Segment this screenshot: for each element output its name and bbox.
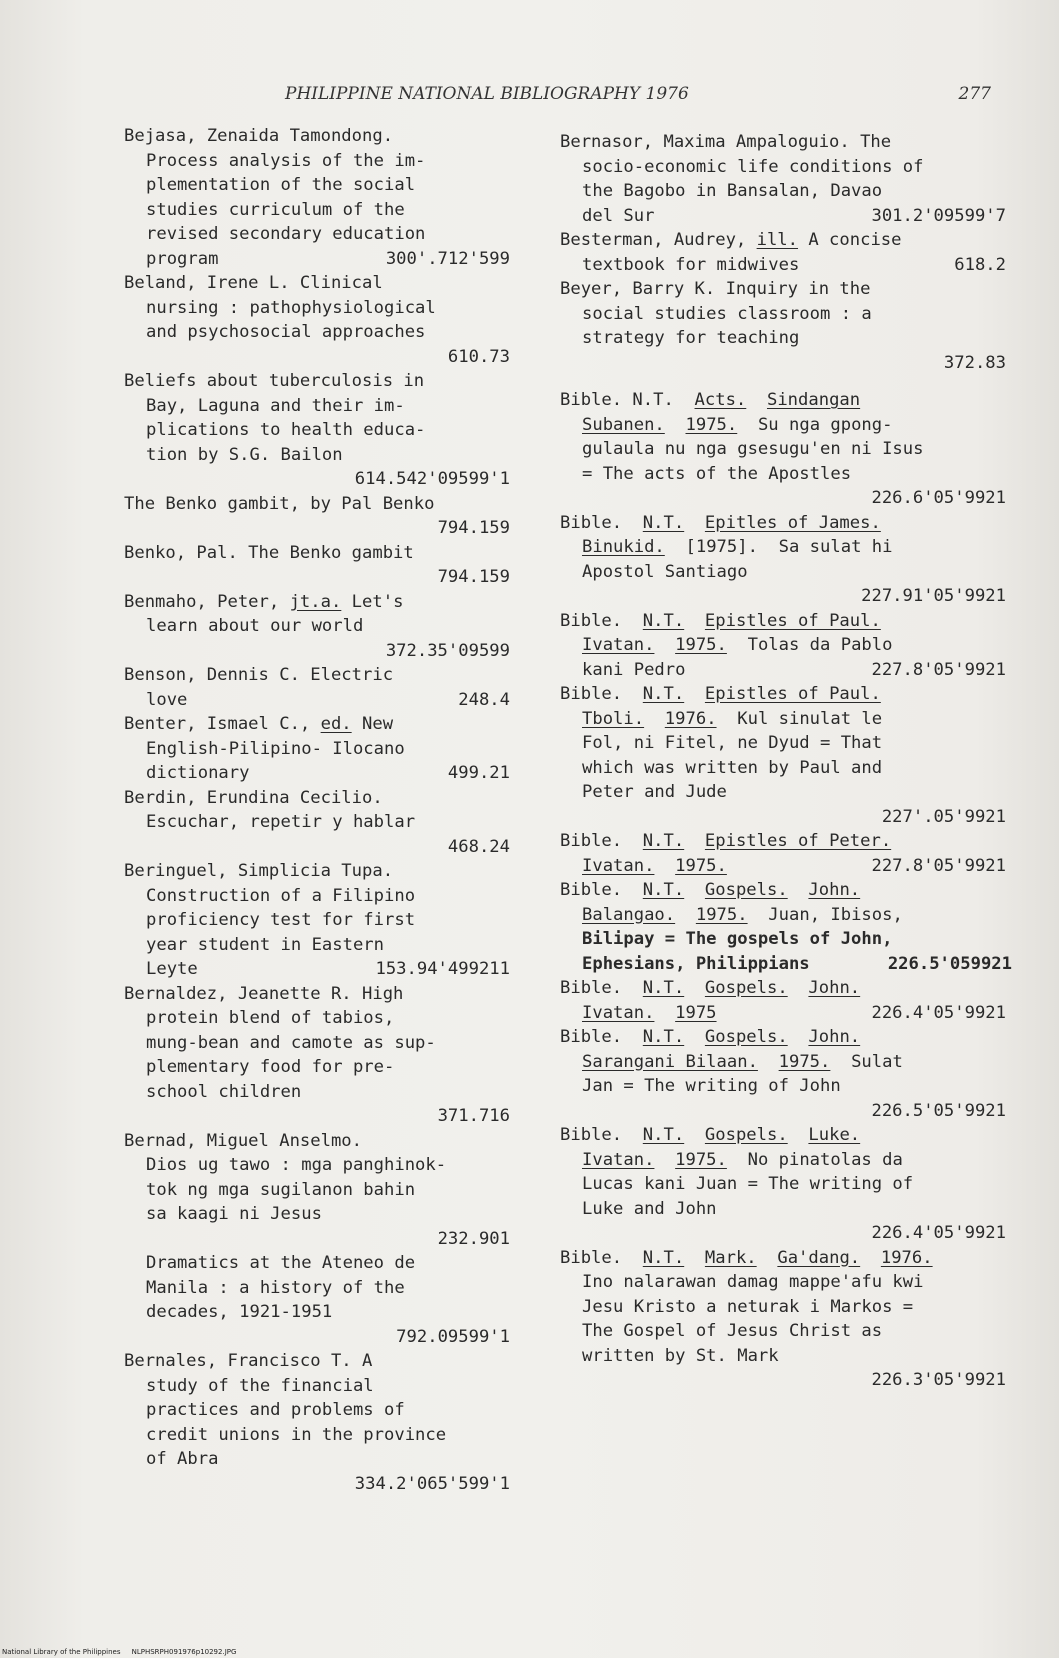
uniform-title: N.T. [642,978,685,998]
call-number: 372.83 [943,352,1006,373]
call-number: 794.159 [437,567,510,587]
entry-line [560,952,1012,977]
entry-text: Bible. [560,880,623,900]
entry-text: Bible. [560,1027,623,1047]
entry-line: Benson, Dennis C. Electric [124,665,394,685]
entry-line: gulaula nu nga gsesugu'en ni Isus [582,439,924,459]
entry-line: protein blend of tabios, [146,1008,395,1028]
relator-term: ill. [756,230,799,250]
call-number: 232.901 [437,1228,510,1249]
entry-line: Fol, ni Fitel, ne Dyud = That [582,733,883,753]
entry-line: Process analysis of the im- [146,150,426,171]
call-number: 227.8'05'9921 [871,855,1006,876]
call-number: 794.159 [437,518,510,538]
entry-text: Bible. [560,684,623,704]
uniform-title: John. [808,1027,861,1047]
bibliography-entry [560,878,1012,976]
entry-line [560,682,1006,707]
entry-line: studies curriculum of the [146,199,405,220]
entry-line: tion by S.G. Bailon [146,444,343,465]
entry-line: mung-bean and camote as sup- [146,1032,436,1053]
entry-line [560,854,1006,879]
entry-line [560,388,1006,413]
bibliography-entry [560,511,1006,609]
entry-line: Dramatics at the Ateneo de [146,1253,416,1273]
call-number: 227.8'05'9921 [871,659,1006,680]
scan-footer: National Library of the Philippines NLPHSRPH091976p10292.JPG [2,1648,237,1656]
bibliography-entry [560,609,1006,683]
entry-line [560,1148,1006,1173]
uniform-title: 1975. [685,414,738,435]
call-number: 227'.05'9921 [881,806,1006,827]
uniform-title: N.T. [642,684,685,704]
bibliography-entry [560,228,1006,277]
entry-line [124,590,510,615]
entry-line: credit unions in the province [146,1424,447,1445]
entry-line: which was written by Paul and [582,757,883,778]
entry-line: Bernad, Miguel Anselmo. [124,1130,362,1151]
uniform-title: N.T. [642,1125,685,1145]
uniform-title: N.T. [642,880,685,900]
entry-line: the Bagobo in Bansalan, Davao [582,181,883,201]
entry-line: tok ng mga sugilanon bahin [146,1179,416,1200]
call-number: 618.2 [954,254,1006,275]
call-number: 792.09599'1 [396,1326,510,1347]
call-number: 226.6'05'9921 [871,488,1006,508]
uniform-title: 1975. [695,904,748,925]
entry-line [560,1246,1006,1271]
uniform-title: Luke. [808,1125,861,1145]
entry-line [560,707,1006,732]
entry-line: Beyer, Barry K. Inquiry in the [560,279,871,299]
entry-text: Tolas da Pablo [747,635,893,655]
bibliography-entry [124,982,510,1129]
entry-line: Dios ug tawo : mga panghinok- [146,1155,447,1175]
relator-term: ed. [320,714,352,734]
entry-text: program [146,248,219,269]
entry-line: Lucas kani Juan = The writing of [582,1174,914,1194]
call-number: 301.2'09599'7 [871,205,1006,226]
bibliography-entry [124,124,510,271]
uniform-title: Tboli. [582,708,645,729]
entry-line: Bay, Laguna and their im- [146,395,405,416]
entry-text: love [146,689,188,710]
entry-text: No pinatolas da [747,1149,903,1170]
entry-line: plementation of the social [146,175,416,195]
uniform-title: Sindangan [766,390,861,410]
entry-line: = The acts of the Apostles [582,463,852,484]
uniform-title: Gospels. [704,880,788,900]
entry-line [560,511,1006,536]
entry-line [560,535,1006,560]
bibliography-entry [124,590,510,664]
call-number: 226.3'05'9921 [871,1370,1006,1390]
bibliography-entry [560,277,1006,375]
uniform-title: Epistles of Paul. [704,610,881,631]
entry-line [124,688,510,713]
entry-line: Beliefs about tuberculosis in [124,371,425,391]
entry-line: socio-economic life conditions of [582,156,924,177]
entry-text: Bible. N.T. [560,390,674,410]
entry-text: Besterman, Audrey, [560,230,757,250]
entry-line: plementary food for pre- [146,1057,395,1077]
bibliography-entry [124,271,510,369]
entry-line [560,903,1006,928]
running-header [0,84,1059,110]
call-number: 614.542'09599'1 [354,469,510,489]
entry-line: Bernaldez, Jeanette R. High [124,983,404,1004]
entry-text: Let's [341,591,404,612]
entry-line: Benko, Pal. The Benko gambit [124,542,414,563]
entry-line [560,1050,1006,1075]
uniform-title: 1975. [675,635,727,655]
entry-line: plications to health educa- [146,420,426,440]
bibliography-entry [124,1349,510,1496]
entry-line: Manila : a history of the [146,1277,405,1298]
uniform-title: Epistles of Paul. [704,684,881,704]
bibliography-entry [124,859,510,982]
bibliography-entry [560,1025,1006,1123]
bibliography-entry [124,663,510,712]
call-number: 499.21 [447,763,510,783]
call-number: 334.2'065'599'1 [354,1473,510,1494]
call-number: 226.4'05'9921 [871,1002,1006,1023]
entry-line: nursing : pathophysiological [146,297,436,318]
bibliography-entry [560,682,1006,829]
entry-line [124,957,510,982]
uniform-title: Balangao. [582,904,676,925]
bibliography-entry [560,388,1006,511]
entry-line: of Abra [146,1449,219,1469]
relator-term: jt.a. [289,591,342,612]
entry-text: Ephesians, Philippians [582,953,810,974]
call-number: 153.94'499211 [375,959,510,979]
call-number: 226.5'05'9921 [871,1100,1006,1121]
right-column [560,130,1012,1393]
call-number: 300'.712'599 [385,248,510,269]
entry-text: Sulat [851,1051,903,1072]
uniform-title: Ivatan. [582,635,655,655]
uniform-title: 1975 [675,1002,717,1023]
entry-line: English-Pilipino- Ilocano [146,738,405,759]
entry-line [560,609,1006,634]
bibliography-entry [560,1246,1006,1393]
entry-text: Su nga gpong- [757,414,893,435]
entry-line: Luke and John [582,1198,717,1219]
uniform-title: Subanen. [582,414,665,435]
uniform-title: Sarangani Bilaan. [582,1051,758,1072]
call-number: 372.35'09599 [385,640,510,661]
entry-line: learn about our world [146,616,364,636]
call-number: 226.5'059921 [887,953,1012,974]
call-number: 371.716 [437,1106,510,1126]
entry-text: Sa sulat hi [778,537,893,557]
uniform-title: Acts. [694,390,747,410]
entry-line [124,712,510,737]
entry-text: Bible. [560,978,623,998]
call-number: 468.24 [447,836,510,857]
uniform-title: Ivatan. [582,1149,655,1170]
entry-line: Ino nalarawan damag mappe'afu kwi [582,1272,924,1292]
entry-line: Escuchar, repetir y hablar [146,812,416,832]
entry-line: Beringuel, Simplicia Tupa. [124,861,394,881]
uniform-title: John. [808,880,861,900]
uniform-title: 1975. [675,1149,727,1170]
bibliography-entry [124,369,510,492]
entry-text: [1975]. [685,537,758,557]
entry-text: Bible. [560,610,623,631]
entry-line [124,247,510,272]
left-column [124,124,510,1496]
uniform-title: Epistles of Peter. [704,831,892,851]
uniform-title: Epitles of James. [704,512,881,533]
entry-line: Bejasa, Zenaida Tamondong. [124,126,394,146]
entry-line: study of the financial [146,1375,374,1396]
entry-line: Jan = The writing of John [582,1076,841,1096]
page-number: 277 [958,84,991,104]
uniform-title: Mark. [704,1247,757,1268]
entry-text: New [351,714,394,734]
entry-text: Bible. [560,831,623,851]
entry-line [560,228,1006,253]
entry-line: year student in Eastern [146,934,384,955]
entry-line: social studies classroom : a [582,303,872,324]
uniform-title: Gospels. [704,1125,788,1145]
uniform-title: N.T. [642,610,685,631]
bibliography-entry [124,786,510,860]
entry-line [560,878,1006,903]
entry-line: The Benko gambit, by Pal Benko [124,493,435,514]
uniform-title: John. [808,978,861,998]
bibliography-entry [560,829,1006,878]
entry-text: del Sur [582,205,655,226]
entry-line: proficiency test for first [146,910,416,930]
uniform-title: Gospels. [704,1027,788,1047]
entry-line [560,1001,1006,1026]
entry-text: Kul sinulat le [737,708,883,729]
uniform-title: Binukid. [582,537,665,557]
entry-line [560,204,1006,229]
entry-line [124,761,510,786]
entry-line: practices and problems of [146,1400,405,1420]
entry-line: and psychosocial approaches [146,322,426,342]
uniform-title: 1975. [778,1051,831,1072]
entry-line: Bernasor, Maxima Ampaloguio. The [560,132,892,152]
entry-line: Construction of a Filipino [146,885,416,906]
call-number: 226.4'05'9921 [871,1223,1006,1243]
call-number: 248.4 [458,689,510,710]
uniform-title: Ivatan. [582,1002,655,1023]
entry-text: kani Pedro [582,659,686,680]
entry-text: A concise [798,230,902,250]
uniform-title: 1975. [675,855,727,876]
entry-line [560,1123,1006,1148]
entry-line: Bilipay = The gospels of John, [582,929,893,949]
entry-line: strategy for teaching [582,328,800,348]
uniform-title: N.T. [642,831,685,851]
entry-line: sa kaagi ni Jesus [146,1204,322,1224]
entry-line: Beland, Irene L. Clinical [124,273,383,293]
bibliography-entry [124,712,510,786]
entry-line: Berdin, Erundina Cecilio. [124,787,383,808]
bibliography-entry [560,130,1006,228]
entry-text: Leyte [146,959,198,979]
entry-line: decades, 1921-1951 [146,1302,333,1322]
bibliography-entry [560,1123,1006,1246]
entry-text: dictionary [146,763,250,783]
entry-line [560,413,1006,438]
bibliography-entry [124,492,510,541]
entry-text: Bible. [560,1247,623,1268]
uniform-title: N.T. [642,1247,685,1268]
entry-line [560,1025,1006,1050]
entry-line: school children [146,1081,302,1102]
bibliography-entry [124,1251,510,1349]
entry-text: Bible. [560,512,623,533]
uniform-title: Ivatan. [582,855,655,876]
entry-line: revised secondary education [146,224,426,244]
bibliography-entry [560,976,1006,1025]
uniform-title: Gospels. [704,978,788,998]
running-title: PHILIPPINE NATIONAL BIBLIOGRAPHY 1976 [285,84,689,104]
uniform-title: 1976. [880,1247,933,1268]
uniform-title: N.T. [642,1027,685,1047]
entry-line [560,976,1006,1001]
bibliography-entry [124,1129,510,1252]
uniform-title: Ga'dang. [777,1247,861,1268]
entry-text: Benter, Ismael C., [124,714,321,734]
entry-line [560,253,1006,278]
call-number: 227.91'05'9921 [861,586,1006,606]
entry-line: Jesu Kristo a neturak i Markos = [582,1296,914,1317]
entry-line [560,658,1006,683]
entry-line: Peter and Jude [582,782,727,802]
entry-line [560,829,1006,854]
uniform-title: 1976. [664,708,717,729]
entry-text: Juan, Ibisos, [768,904,903,925]
uniform-title: N.T. [642,512,685,533]
entry-line: Bernales, Francisco T. A [124,1351,373,1371]
entry-text: Benmaho, Peter, [124,591,290,612]
entry-line: written by St. Mark [582,1345,779,1366]
bibliography-entry [124,541,510,590]
entry-line: Apostol Santiago [582,561,748,582]
call-number: 610.73 [447,346,510,367]
entry-text: textbook for midwives [582,254,800,275]
entry-text: Bible. [560,1125,623,1145]
entry-line [560,633,1006,658]
entry-line: The Gospel of Jesus Christ as [582,1321,883,1341]
